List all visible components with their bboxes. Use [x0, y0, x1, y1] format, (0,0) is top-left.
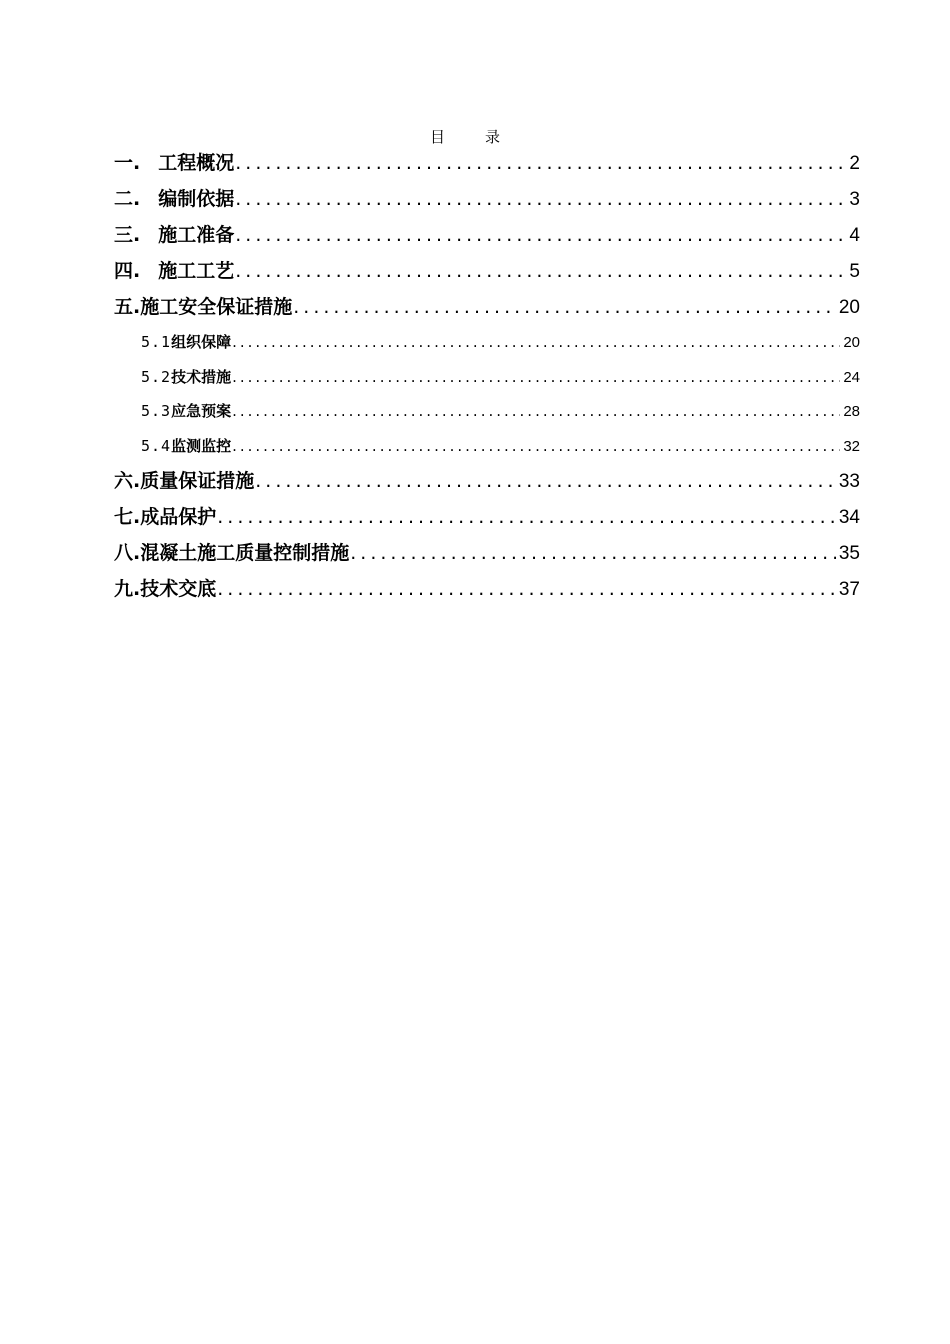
toc-title: 目录	[429, 128, 540, 146]
toc-entry-page: 3	[849, 189, 860, 210]
toc-entry-label: 施工准备	[158, 224, 235, 246]
toc-entry-label: 施工安全保证措施	[140, 296, 293, 318]
toc-entry[interactable]	[114, 463, 860, 499]
toc-entry-label: 应急预案	[171, 402, 232, 420]
toc-entry[interactable]	[114, 499, 860, 535]
toc-subentry[interactable]	[114, 429, 860, 464]
toc-entry[interactable]	[114, 217, 860, 253]
toc-entry-page: 20	[843, 334, 860, 351]
dot-leader	[235, 217, 846, 253]
toc-entry-page: 24	[843, 368, 860, 386]
toc-entry-page: 35	[838, 543, 860, 564]
toc-entry-label: 施工工艺	[158, 260, 235, 282]
toc-entry-page: 4	[849, 225, 860, 246]
toc-entry[interactable]	[114, 181, 860, 217]
toc-entry-label: 技术措施	[171, 367, 232, 386]
toc-entry-label: 技术交底	[140, 578, 217, 600]
toc-entry-number: 5.4	[141, 436, 172, 455]
toc-entry-label: 成品保护	[140, 506, 217, 528]
toc-entry-page: 37	[838, 579, 860, 600]
toc-entry-number: 八.	[114, 542, 141, 564]
dot-leader	[350, 535, 836, 571]
toc-entry-number: 5.2	[141, 367, 172, 386]
toc-entry-page: 34	[838, 507, 860, 528]
dot-leader	[293, 289, 836, 325]
toc-entry[interactable]	[114, 289, 860, 325]
toc-subentry[interactable]	[114, 394, 860, 429]
toc-entry-page: 28	[843, 403, 860, 420]
toc-entry-page: 32	[843, 437, 860, 455]
toc-entry-label: 混凝土施工质量控制措施	[140, 542, 350, 564]
toc-entry-number: 5.3	[141, 402, 172, 420]
toc-entry-page: 5	[849, 261, 860, 282]
toc-entry-label: 组织保障	[171, 333, 232, 351]
dot-leader	[232, 325, 840, 360]
dot-leader	[235, 181, 846, 217]
toc-entry-label: 质量保证措施	[140, 470, 255, 492]
toc-entry[interactable]	[114, 571, 860, 607]
toc-entry-number: 四.	[114, 260, 141, 282]
dot-leader	[217, 571, 836, 607]
toc-entry-number: 一.	[114, 152, 141, 174]
dot-leader	[235, 145, 846, 181]
dot-leader	[235, 253, 846, 289]
toc-entry-number: 六.	[114, 470, 141, 492]
toc-entry-number: 三.	[114, 224, 141, 246]
table-of-contents	[114, 145, 860, 607]
dot-leader	[255, 463, 836, 499]
toc-entry-number: 二.	[114, 188, 141, 210]
toc-entry[interactable]	[114, 535, 860, 571]
toc-subentry[interactable]	[114, 325, 860, 360]
toc-entry-page: 33	[838, 471, 860, 492]
toc-entry-label: 工程概况	[158, 152, 235, 174]
dot-leader	[232, 360, 840, 395]
dot-leader	[232, 429, 840, 464]
toc-subentry[interactable]	[114, 360, 860, 395]
toc-entry[interactable]	[114, 145, 860, 181]
toc-entry-number: 九.	[114, 578, 141, 600]
toc-entry-page: 20	[838, 297, 860, 318]
toc-entry-label: 监测监控	[171, 436, 232, 455]
toc-entry-label: 编制依据	[158, 188, 235, 210]
toc-entry-number: 五.	[114, 296, 141, 318]
toc-entry-page: 2	[849, 153, 860, 174]
dot-leader	[232, 394, 840, 429]
toc-entry-number: 七.	[114, 506, 141, 528]
toc-entry-number: 5.1	[141, 333, 172, 351]
dot-leader	[217, 499, 836, 535]
toc-entry[interactable]	[114, 253, 860, 289]
